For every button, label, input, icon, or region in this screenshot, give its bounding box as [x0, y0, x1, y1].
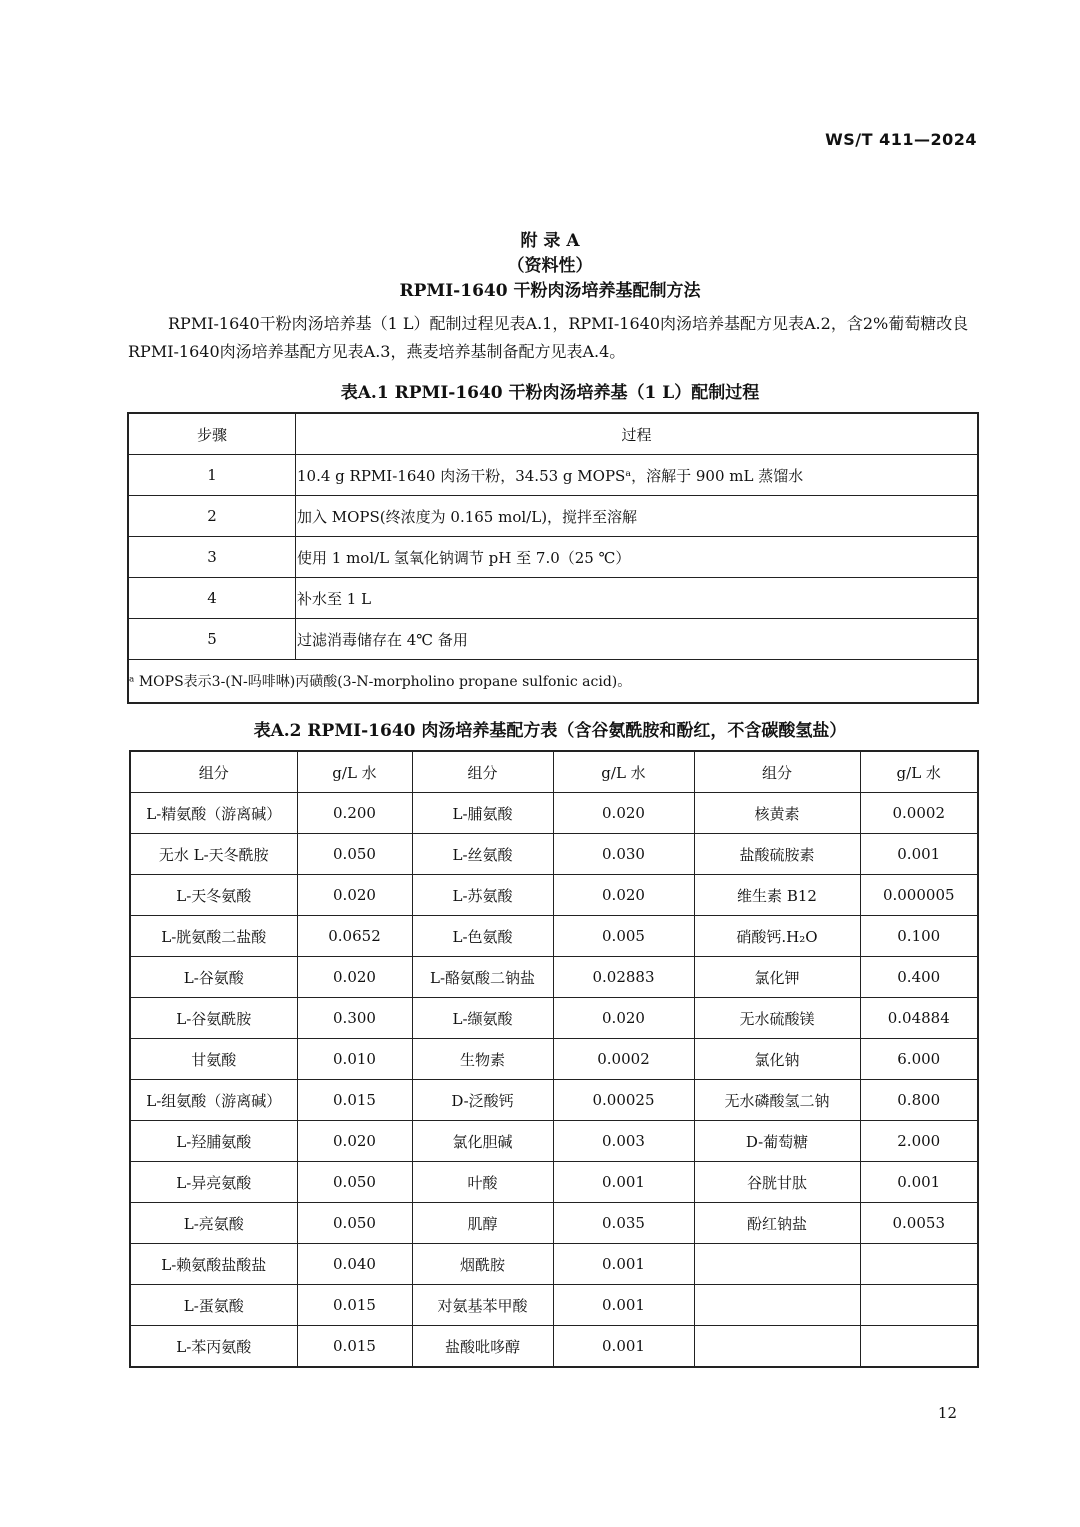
amount-cell: 0.015	[297, 1326, 412, 1368]
amount-cell	[860, 1326, 978, 1368]
amount-cell: 0.003	[553, 1121, 694, 1162]
appendix-title: 附 录 A	[520, 231, 580, 251]
intro-text: RPMI-1640干粉肉汤培养基（1 L）配制过程见表A.1，RPMI-1640肉汤培养基配方见表A.2，含2%葡萄糖改良RPMI-1640肉汤培养基配方见表A.3，燕麦培养基制备配方见表A.4。	[128, 314, 969, 361]
component-cell: 对氨基苯甲酸	[412, 1285, 553, 1326]
table2-header-row	[130, 751, 978, 793]
table2-body	[130, 751, 978, 1367]
table-row	[130, 1121, 978, 1162]
component-cell: L-组氨酸（游离碱）	[130, 1080, 297, 1121]
component-cell: L-亮氨酸	[130, 1203, 297, 1244]
component-cell: L-赖氨酸盐酸盐	[130, 1244, 297, 1285]
table2-header-cell: g/L 水	[297, 751, 412, 793]
amount-cell: 0.050	[297, 1162, 412, 1203]
amount-cell: 6.000	[860, 1039, 978, 1080]
table2-header-cell: 组分	[412, 751, 553, 793]
component-cell: 烟酰胺	[412, 1244, 553, 1285]
component-cell: 肌醇	[412, 1203, 553, 1244]
amount-cell: 0.100	[860, 916, 978, 957]
table-row	[128, 619, 978, 660]
table2-header-cell: 组分	[694, 751, 860, 793]
component-cell: L-丝氨酸	[412, 834, 553, 875]
table-row	[130, 998, 978, 1039]
component-cell: L-缬氨酸	[412, 998, 553, 1039]
amount-cell: 0.050	[297, 1203, 412, 1244]
component-cell: L-羟脯氨酸	[130, 1121, 297, 1162]
table2-header-cell: g/L 水	[860, 751, 978, 793]
table-row	[130, 916, 978, 957]
table1-process-cell: 补水至 1 L	[296, 578, 979, 619]
table-row	[130, 793, 978, 834]
appendix-subtitle: （资料性）	[507, 256, 593, 276]
component-cell: D-葡萄糖	[694, 1121, 860, 1162]
table1-header-cell: 过程	[296, 413, 979, 455]
table1-process-cell: 使用 1 mol/L 氢氧化钠调节 pH 至 7.0（25 ℃）	[296, 537, 979, 578]
component-cell: 甘氨酸	[130, 1039, 297, 1080]
component-cell: L-脯氨酸	[412, 793, 553, 834]
component-cell: 氯化胆碱	[412, 1121, 553, 1162]
table-row	[130, 1326, 978, 1368]
component-cell: 无水 L-天冬酰胺	[130, 834, 297, 875]
amount-cell: 0.001	[553, 1244, 694, 1285]
component-cell: 叶酸	[412, 1162, 553, 1203]
table1	[127, 412, 979, 704]
component-cell	[694, 1244, 860, 1285]
component-cell: 无水磷酸氢二钠	[694, 1080, 860, 1121]
amount-cell: 0.800	[860, 1080, 978, 1121]
table2	[129, 750, 979, 1368]
intro-paragraph	[128, 310, 980, 366]
component-cell: 无水硫酸镁	[694, 998, 860, 1039]
component-cell: L-苯丙氨酸	[130, 1326, 297, 1368]
component-cell: L-谷氨酸	[130, 957, 297, 998]
table-row	[130, 875, 978, 916]
amount-cell: 0.001	[553, 1162, 694, 1203]
table1-step-cell: 1	[128, 455, 296, 496]
table1-process-cell: 过滤消毒储存在 4℃ 备用	[296, 619, 979, 660]
component-cell: L-精氨酸（游离碱）	[130, 793, 297, 834]
amount-cell: 0.0002	[553, 1039, 694, 1080]
amount-cell: 0.050	[297, 834, 412, 875]
component-cell: 生物素	[412, 1039, 553, 1080]
table1-footnote: ᵃ MOPS表示3-(N-吗啡啉)丙磺酸(3-N-morpholino propane sulfonic acid)。	[128, 660, 978, 704]
document-id: WS/T 411—2024	[825, 130, 977, 149]
table-row	[128, 578, 978, 619]
component-cell: L-蛋氨酸	[130, 1285, 297, 1326]
page-number: 12	[937, 1404, 957, 1422]
amount-cell: 0.000005	[860, 875, 978, 916]
table1-header-cell: 步骤	[128, 413, 296, 455]
component-cell: 维生素 B12	[694, 875, 860, 916]
table1-footnote-row	[128, 660, 978, 704]
component-cell	[694, 1326, 860, 1368]
amount-cell: 0.04884	[860, 998, 978, 1039]
component-cell: L-苏氨酸	[412, 875, 553, 916]
table-row	[128, 496, 978, 537]
amount-cell: 0.020	[297, 957, 412, 998]
amount-cell: 0.035	[553, 1203, 694, 1244]
component-cell: L-天冬氨酸	[130, 875, 297, 916]
amount-cell: 0.0053	[860, 1203, 978, 1244]
component-cell: L-色氨酸	[412, 916, 553, 957]
amount-cell: 0.001	[553, 1285, 694, 1326]
amount-cell: 0.400	[860, 957, 978, 998]
component-cell: D-泛酸钙	[412, 1080, 553, 1121]
amount-cell: 0.020	[553, 875, 694, 916]
table1-step-cell: 5	[128, 619, 296, 660]
component-cell: 硝酸钙.H₂O	[694, 916, 860, 957]
amount-cell: 0.0002	[860, 793, 978, 834]
appendix-name: RPMI-1640 干粉肉汤培养基配制方法	[399, 281, 701, 301]
amount-cell: 0.02883	[553, 957, 694, 998]
amount-cell	[860, 1244, 978, 1285]
amount-cell: 0.300	[297, 998, 412, 1039]
component-cell: 核黄素	[694, 793, 860, 834]
amount-cell: 0.015	[297, 1080, 412, 1121]
table2-header-cell: g/L 水	[553, 751, 694, 793]
amount-cell: 0.001	[860, 1162, 978, 1203]
component-cell: 盐酸吡哆醇	[412, 1326, 553, 1368]
table1-header-row	[128, 413, 978, 455]
amount-cell: 0.010	[297, 1039, 412, 1080]
amount-cell: 0.001	[553, 1326, 694, 1368]
component-cell: L-异亮氨酸	[130, 1162, 297, 1203]
table1-process-cell: 10.4 g RPMI-1640 肉汤干粉，34.53 g MOPSᵃ，溶解于 900 mL 蒸馏水	[296, 455, 979, 496]
amount-cell: 0.200	[297, 793, 412, 834]
component-cell: 氯化钠	[694, 1039, 860, 1080]
amount-cell: 0.005	[553, 916, 694, 957]
table-row	[130, 1203, 978, 1244]
amount-cell: 0.0652	[297, 916, 412, 957]
table1-step-cell: 4	[128, 578, 296, 619]
table1-step-cell: 2	[128, 496, 296, 537]
amount-cell: 0.020	[553, 998, 694, 1039]
table-row	[130, 957, 978, 998]
table-row	[130, 834, 978, 875]
amount-cell: 0.020	[297, 1121, 412, 1162]
amount-cell	[860, 1285, 978, 1326]
amount-cell: 0.020	[553, 793, 694, 834]
table-row	[130, 1244, 978, 1285]
amount-cell: 0.015	[297, 1285, 412, 1326]
component-cell	[694, 1285, 860, 1326]
amount-cell: 0.020	[297, 875, 412, 916]
table-row	[130, 1080, 978, 1121]
table2-caption: 表A.2 RPMI-1640 肉汤培养基配方表（含谷氨酰胺和酚红，不含碳酸氢盐）	[253, 721, 847, 741]
component-cell: L-谷氨酰胺	[130, 998, 297, 1039]
amount-cell: 2.000	[860, 1121, 978, 1162]
table2-header-cell: 组分	[130, 751, 297, 793]
amount-cell: 0.040	[297, 1244, 412, 1285]
component-cell: 酚红钠盐	[694, 1203, 860, 1244]
amount-cell: 0.001	[860, 834, 978, 875]
component-cell: 氯化钾	[694, 957, 860, 998]
table-row	[130, 1039, 978, 1080]
table-row	[130, 1162, 978, 1203]
amount-cell: 0.00025	[553, 1080, 694, 1121]
table1-caption: 表A.1 RPMI-1640 干粉肉汤培养基（1 L）配制过程	[340, 383, 760, 403]
component-cell: L-酪氨酸二钠盐	[412, 957, 553, 998]
table1-step-cell: 3	[128, 537, 296, 578]
table-row	[128, 455, 978, 496]
component-cell: L-胱氨酸二盐酸	[130, 916, 297, 957]
component-cell: 谷胱甘肽	[694, 1162, 860, 1203]
table-row	[128, 537, 978, 578]
table1-process-cell: 加入 MOPS(终浓度为 0.165 mol/L)，搅拌至溶解	[296, 496, 979, 537]
table-row	[130, 1285, 978, 1326]
component-cell: 盐酸硫胺素	[694, 834, 860, 875]
amount-cell: 0.030	[553, 834, 694, 875]
